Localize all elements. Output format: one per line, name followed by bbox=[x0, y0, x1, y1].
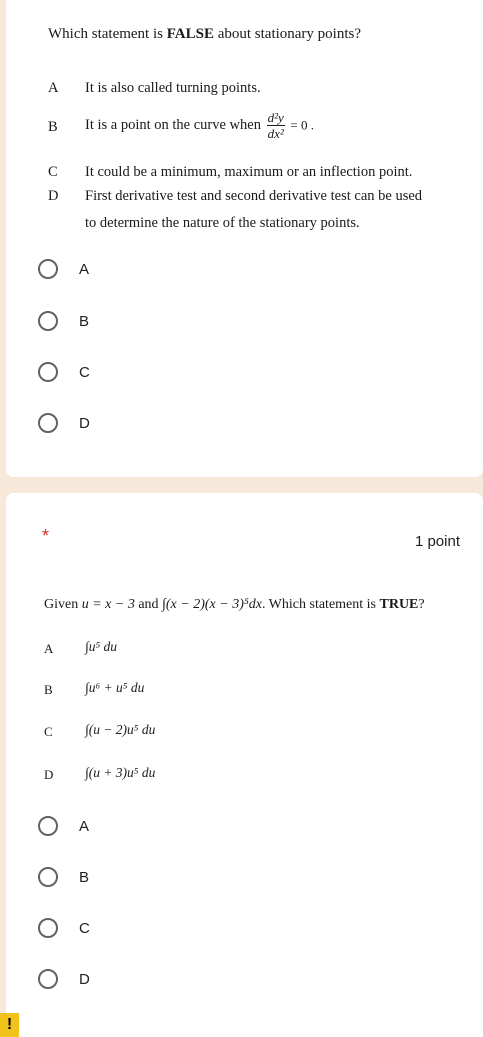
statement-text: to determine the nature of the stationary points. bbox=[85, 215, 360, 231]
statement-text: It is also called turning points. bbox=[85, 80, 261, 96]
question-2-title: Given u = x − 3 and ∫(x − 2)(x − 3)⁵dx. Which statement is TRUE? bbox=[44, 597, 425, 612]
statement-letter: A bbox=[48, 80, 59, 96]
question-card-2 bbox=[6, 493, 483, 1037]
q1-option-c[interactable] bbox=[38, 358, 90, 386]
statement-expression: ∫(u + 3)u⁵ du bbox=[85, 765, 156, 780]
question-2-title-bold: TRUE bbox=[379, 597, 419, 612]
statement-letter: C bbox=[44, 724, 53, 739]
radio-button[interactable] bbox=[38, 259, 58, 279]
q2-option-b[interactable] bbox=[38, 863, 89, 891]
points-label: 1 point bbox=[414, 533, 460, 550]
statement-text: First derivative test and second derivative test can be used bbox=[85, 188, 423, 204]
radio-button[interactable] bbox=[38, 362, 58, 382]
radio-button[interactable] bbox=[38, 867, 58, 887]
q2-option-c[interactable] bbox=[38, 914, 90, 942]
second-derivative-fraction: $\frac{\text{d²y}}{\text{dx²}}$ bbox=[267, 110, 284, 141]
statement-letter: D bbox=[44, 767, 54, 782]
statement-expression: ∫(u − 2)u⁵ du bbox=[85, 722, 156, 737]
statement-letter: B bbox=[48, 119, 58, 135]
option-label: C bbox=[79, 919, 90, 937]
given-integral: ∫(x − 2)(x − 3)⁵dx bbox=[162, 597, 262, 612]
statement-expression: ∫u⁶ + u⁵ du bbox=[85, 680, 145, 695]
statement-letter: B bbox=[44, 682, 53, 697]
q1-option-d[interactable] bbox=[38, 409, 90, 437]
q1-option-a[interactable] bbox=[38, 255, 89, 283]
option-label: C bbox=[79, 363, 90, 381]
option-label: B bbox=[79, 312, 90, 330]
radio-button[interactable] bbox=[38, 413, 58, 433]
question-1-title-bold: FALSE bbox=[166, 26, 214, 42]
radio-button[interactable] bbox=[38, 969, 58, 989]
required-asterisk: * bbox=[42, 526, 50, 546]
q1-option-b[interactable] bbox=[38, 307, 89, 335]
statement-expression: ∫u⁵ du bbox=[85, 639, 118, 654]
option-label: B bbox=[79, 868, 90, 886]
substitution: u = x − 3 bbox=[81, 597, 135, 612]
question-card-1 bbox=[6, 0, 483, 477]
radio-button[interactable] bbox=[38, 311, 58, 331]
statement-letter: A bbox=[44, 641, 54, 656]
warning-badge: ! bbox=[0, 1013, 19, 1037]
statement-text: It could be a minimum, maximum or an inflection point. bbox=[85, 164, 413, 180]
statement-letter: C bbox=[48, 164, 58, 180]
question-1-title: Which statement is FALSE about stationary points? bbox=[48, 26, 362, 42]
option-label: D bbox=[79, 414, 90, 432]
radio-button[interactable] bbox=[38, 816, 58, 836]
option-label: A bbox=[79, 260, 90, 278]
q2-option-a[interactable] bbox=[38, 812, 89, 840]
option-label: D bbox=[79, 970, 90, 988]
q2-option-d[interactable] bbox=[38, 965, 90, 993]
statement-letter: D bbox=[48, 188, 59, 204]
radio-button[interactable] bbox=[38, 918, 58, 938]
option-label: A bbox=[79, 817, 90, 835]
statement-text: It is a point on the curve when $\frac{\text{d²y}}{\text{dx²}}$ = 0 . bbox=[85, 110, 314, 141]
